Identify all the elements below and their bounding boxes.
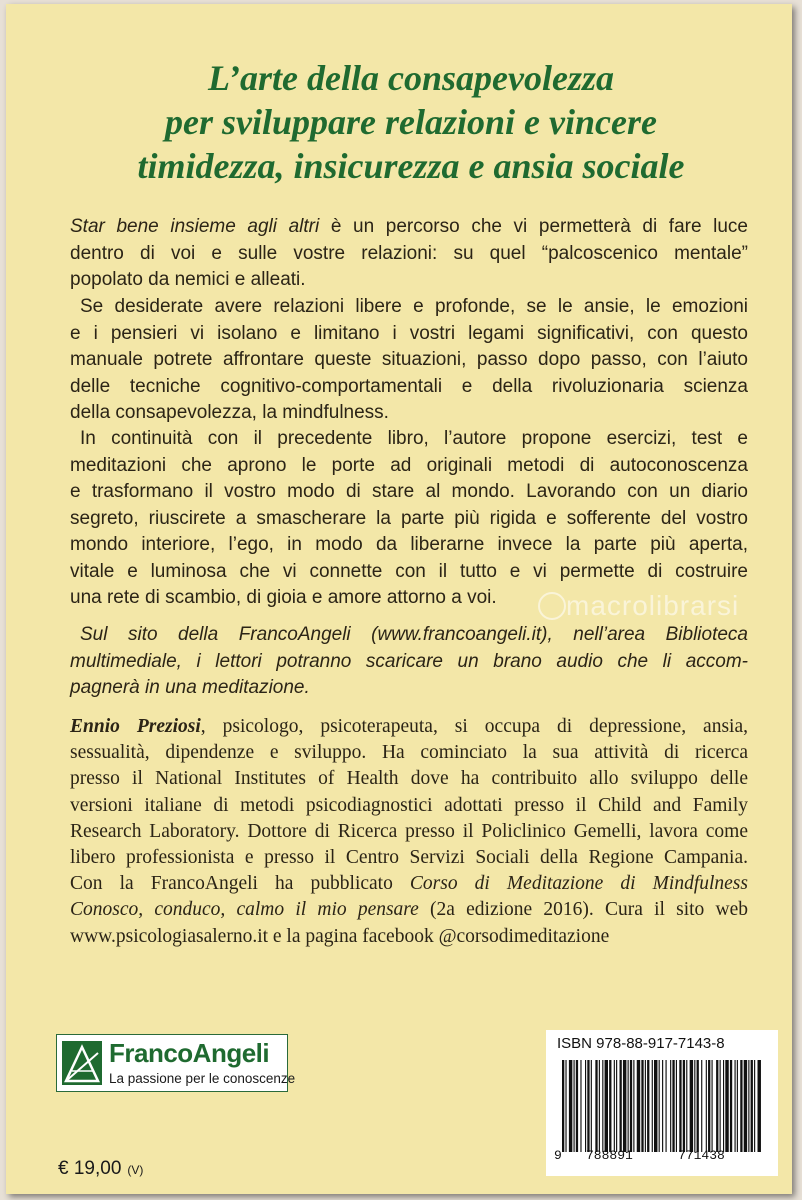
barcode-bar xyxy=(609,1060,611,1152)
barcode-bar xyxy=(659,1060,660,1152)
barcode-bar xyxy=(565,1060,566,1152)
barcode-bar xyxy=(686,1060,687,1152)
headline-line-2: per sviluppare relazioni e vincere xyxy=(165,102,657,142)
barcode-bar xyxy=(694,1060,695,1152)
barcode-bar xyxy=(630,1060,632,1152)
barcode-bar xyxy=(708,1060,710,1152)
author-line-7-text: Con la FrancoAngeli ha pubblicato xyxy=(70,873,410,895)
website-note-line: Sul sito della FrancoAngeli (www.francoangeli.it), nell’area Biblioteca xyxy=(80,624,748,645)
barcode-bar xyxy=(730,1060,732,1152)
publisher-tagline: La passione per le conoscenze xyxy=(109,1071,296,1086)
barcode-bar xyxy=(620,1060,622,1152)
book-title-italic: Star bene insieme agli altri xyxy=(70,216,320,237)
barcode-bar xyxy=(690,1060,693,1152)
intro-line-3: popolato da nemici e alleati. xyxy=(70,269,306,290)
barcode-bar xyxy=(672,1060,674,1152)
author-line-8-text: (2a edizione 2016). Cura il sito web xyxy=(418,899,748,921)
cover-headline xyxy=(66,56,756,188)
author-line-1-text: , psicologo, psicoterapeuta, si occupa di depressione, ansia, xyxy=(200,716,748,737)
barcode-bar xyxy=(569,1060,572,1152)
author-name: Ennio Preziosi xyxy=(70,716,201,737)
barcode-bar xyxy=(758,1060,761,1152)
barcode-bar xyxy=(701,1060,702,1152)
barcode-bar xyxy=(591,1060,592,1152)
barcode-bar xyxy=(633,1060,634,1152)
barcode-bar xyxy=(585,1060,586,1152)
content-line: e trasformano il vostro modo di stare al mondo. Lavorando con un diario xyxy=(70,481,748,502)
barcode-bar xyxy=(602,1060,603,1152)
barcode-bar xyxy=(683,1060,685,1152)
barcode-bar xyxy=(662,1060,663,1152)
barcode-bar xyxy=(628,1060,629,1152)
watermark-text: macrolibrarsi xyxy=(566,590,740,621)
barcode-bar xyxy=(623,1060,626,1152)
headline-line-3: timidezza, insicurezza e ansia sociale xyxy=(137,146,685,186)
description-line: della consapevolezza, la mindfulness. xyxy=(70,402,389,423)
barcode-bar xyxy=(744,1060,747,1152)
barcode-bar xyxy=(614,1060,615,1152)
barcode-bar xyxy=(652,1060,653,1152)
content-line: vitale e luminosa che vi connette con il tutto e vi permette di costruire xyxy=(70,560,748,582)
publisher-logo xyxy=(56,1034,296,1092)
intro-line-1-text: è un percorso che vi permetterà di fare luce xyxy=(319,216,748,237)
book-back-cover xyxy=(6,4,792,1194)
watermark-icon xyxy=(538,592,566,620)
barcode-bar xyxy=(716,1060,718,1152)
author-line-8 xyxy=(70,897,748,923)
barcode-bar xyxy=(712,1060,713,1152)
headline-line-1: L’arte della consapevolezza xyxy=(208,58,614,98)
description-line: e i pensieri vi isolano e limitano i vostri legami significativi, con questo xyxy=(70,322,748,344)
barcode-bar xyxy=(679,1060,681,1152)
barcode-bar xyxy=(645,1060,646,1152)
publisher-emblem-icon xyxy=(62,1041,102,1085)
barcode-bar xyxy=(580,1060,581,1152)
barcode-bar xyxy=(676,1060,677,1152)
isbn-number: ISBN 978-88-917-7143-8 xyxy=(557,1035,725,1052)
barcode-bar xyxy=(576,1060,578,1152)
website-note-line: multimediale, i lettori potranno scaricare un brano audio che li accom- xyxy=(70,650,748,672)
barcode-bar xyxy=(647,1060,649,1152)
intro-line-2: dentro di voi e sulle vostre relazioni: su quel “palcoscenico mentale” xyxy=(70,242,748,264)
barcode-bar xyxy=(751,1060,753,1152)
description-paragraph xyxy=(70,294,748,427)
barcode-bar xyxy=(720,1060,721,1152)
description-line: delle tecniche cognitivo-comportamentali e della rivoluzionaria scienza xyxy=(70,375,748,397)
price-value: € 19,00 xyxy=(58,1158,122,1179)
barcode-bar xyxy=(725,1060,728,1152)
content-line: mondo interiore, l’ego, in modo da liberarne invece la parte più aperta, xyxy=(70,534,748,555)
barcode-bar xyxy=(706,1060,707,1152)
author-bio xyxy=(70,714,748,950)
barcode-digit-first: 9 xyxy=(554,1148,562,1163)
previous-book-subtitle: Conosco, conduco, calmo il mio pensare xyxy=(70,899,419,921)
barcode-bar xyxy=(574,1060,575,1152)
author-line-1 xyxy=(70,714,748,740)
barcode-bar xyxy=(670,1060,671,1152)
barcode-bar xyxy=(605,1060,608,1152)
content-line: segreto, riuscirete a smascherare la parte più rigida e sofferente del vostro xyxy=(70,507,748,529)
website-note-line: pagnerà in una meditazione. xyxy=(70,677,310,698)
barcode-bar xyxy=(740,1060,742,1152)
barcode-bar xyxy=(616,1060,617,1152)
author-line: Research Laboratory. Dottore di Ricerca presso il Policlinico Gemelli, lavora come xyxy=(70,820,748,842)
content-line: meditazioni che aprono le porte ad originali metodi di autoconoscenza xyxy=(70,454,748,476)
author-line: presso il National Institutes of Health dove ha contribuito allo sviluppo delle xyxy=(70,768,748,790)
content-paragraph xyxy=(70,426,748,612)
website-note xyxy=(70,622,748,702)
intro-paragraph xyxy=(70,214,748,294)
content-line: In continuità con il precedente libro, l’autore propone esercizi, test e xyxy=(80,428,748,449)
price-label xyxy=(58,1158,143,1180)
author-line: versioni italiane di metodi psicodiagnostici adottati presso il Child and Family xyxy=(70,794,748,816)
barcode-bar xyxy=(595,1060,597,1152)
barcode-bar xyxy=(666,1060,667,1152)
barcode-bar xyxy=(637,1060,640,1152)
barcode-bar xyxy=(562,1060,564,1152)
content-line: una rete di scambio, di gioia e amore attorno a voi. xyxy=(70,587,497,608)
barcode-digit-group-2: 771438 xyxy=(678,1148,725,1163)
barcode-bar xyxy=(748,1060,749,1152)
description-line: Se desiderate avere relazioni libere e profonde, se le ansie, le emozioni xyxy=(80,296,748,317)
barcode-digit-group-1: 788891 xyxy=(586,1148,633,1163)
barcode-bar xyxy=(587,1060,589,1152)
barcode-bar xyxy=(723,1060,724,1152)
barcode-bar xyxy=(754,1060,755,1152)
intro-line-1 xyxy=(70,214,748,241)
author-line-7 xyxy=(70,871,748,897)
barcode-bar xyxy=(599,1060,600,1152)
author-line: sessualità, dipendenze e sviluppo. Ha cominciato la sua attività di ricerca xyxy=(70,742,748,764)
barcode-bar xyxy=(735,1060,736,1152)
barcode-bar xyxy=(654,1060,657,1152)
publisher-name: FrancoAngeli xyxy=(109,1038,270,1068)
previous-book-title: Corso di Meditazione di Mindfulness xyxy=(409,873,748,895)
barcode-bar xyxy=(737,1060,738,1152)
description-line: manuale potrete affrontare queste situazioni, passo dopo passo, con l’aiuto xyxy=(70,349,748,370)
barcode-bars xyxy=(562,1060,762,1152)
isbn-barcode xyxy=(546,1030,778,1176)
author-line: libero professionista e presso il Centro Servizi Sociali della Regione Campania. xyxy=(70,847,748,869)
barcode-bar xyxy=(697,1060,699,1152)
price-note: (V) xyxy=(127,1163,144,1177)
barcode-bar xyxy=(641,1060,643,1152)
author-line: www.psicologiasalerno.it e la pagina facebook @corsodimeditazione xyxy=(70,925,610,947)
